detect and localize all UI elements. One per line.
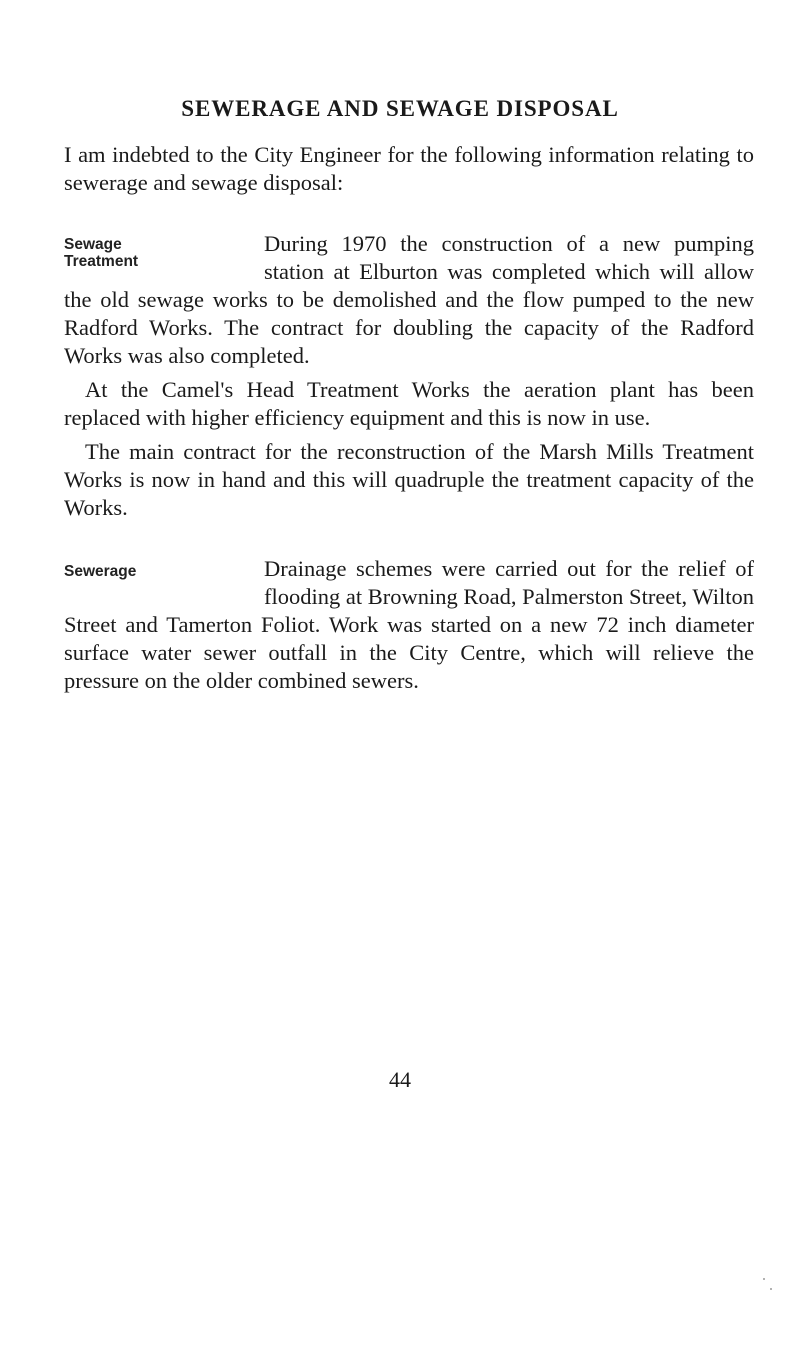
section-paragraph: The main contract for the reconstruction of the Marsh Mills Treatment Works is now in hand and this will quadruple the treatment capacity of the Works.: [64, 439, 754, 520]
section-label-line: Sewage: [64, 236, 122, 253]
section-label-line: Treatment: [64, 253, 139, 270]
section-label-line: Sewerage: [64, 563, 137, 580]
intro-paragraph: I am indebted to the City Engineer for the following information relating to sewerage and sewage disposal:: [64, 142, 754, 195]
section-sewerage: [64, 555, 754, 695]
section-sewage-treatment: [64, 230, 754, 522]
section-paragraph: Drainage schemes were carried out for the relief of flooding at Browning Road, Palmerston Street, Wilton Street and Tamerton Foliot. Work was started on a new 72 inch diameter surface water sewer outfall in the City Centre, which will relieve the pressure on the older combined sewers.: [64, 556, 754, 693]
page-title: SEWERAGE AND SEWAGE DISPOSAL: [181, 96, 619, 121]
page-number: 44: [389, 1067, 411, 1092]
scan-speck: [763, 1278, 765, 1280]
section-paragraph: At the Camel's Head Treatment Works the aeration plant has been replaced with higher efficiency equipment and this is now in use.: [64, 377, 754, 430]
scan-speck: [770, 1288, 772, 1290]
section-paragraph: During 1970 the construction of a new pumping station at Elburton was completed which will allow the old sewage works to be demolished and the flow pumped to the new Radford Works. The contract for doubling the capacity of the Radford Works was also completed.: [64, 231, 754, 368]
